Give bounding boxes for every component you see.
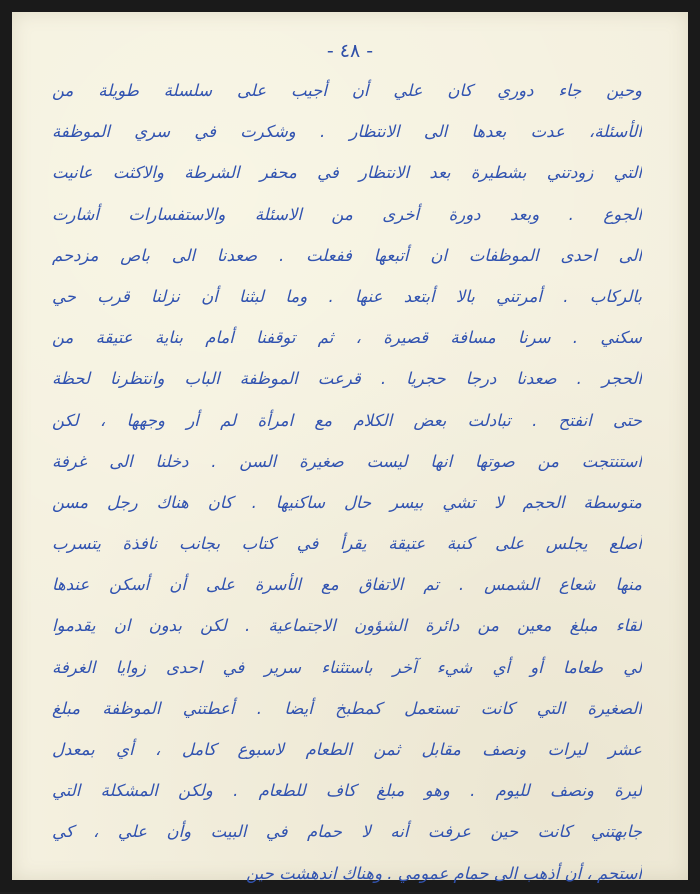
handwritten-text-body [52, 70, 642, 894]
handwritten-page [12, 12, 688, 883]
text-line-9: حتى انفتح . تبادلت بعض الكلام مع امرأة لم أر وجهها ، لكن [52, 410, 642, 430]
text-line-5: الى احدى الموظفات ان أتبعها ففعلت . صعدنا الى باص مزدحم [52, 245, 642, 265]
text-line-16: الصغيرة التي كانت تستعمل كمطبخ أيضا . أعطتني الموظفة مبلغ [52, 698, 642, 718]
text-line-4: الجوع . وبعد دورة أخرى من الاسئلة والاستفسارات أشارت [52, 204, 642, 224]
text-line-18: ليرة ونصف لليوم . وهو مبلغ كاف للطعام . ولكن المشكلة التي [52, 781, 642, 801]
text-line-8: الحجر . صعدنا درجا حجريا . قرعت الموظفة الباب وانتظرنا لحظة [52, 369, 642, 389]
text-line-12: أصلع يجلس على كنبة عتيقة يقرأ في كتاب بجانب نافذة يتسرب [52, 534, 642, 554]
text-line-19: جابهتني كانت حين عرفت أنه لا حمام في البيت وأن علي ، كي [52, 822, 642, 842]
text-line-6: بالركاب . أمرتني بالا أبتعد عنها . وما لبثنا أن نزلنا قرب حي [52, 286, 642, 306]
text-line-13: منها شعاع الشمس . تم الاتفاق مع الأسرة على أن أسكن عندها [52, 575, 642, 595]
text-line-3: التي زودتني بشطيرة بعد الانتظار في محفر الشرطة والاكثت عانيت [52, 163, 642, 183]
text-line-10: استنتجت من صوتها انها ليست صغيرة السن . دخلنا الى غرفة [52, 451, 642, 471]
text-line-11: متوسطة الحجم لا تشي بيسر حال ساكنيها . كان هناك رجل مسن [52, 492, 642, 512]
text-line-20: أستحم ، أن أذهب الى حمام عمومي . وهناك اندهشت حين [246, 863, 642, 883]
page-number: - ٤٨ - [326, 40, 374, 62]
text-line-17: عشر ليرات ونصف مقابل ثمن الطعام لاسبوع كامل ، أي بمعدل [52, 740, 642, 759]
text-line-15: لي طعاما أو أي شيء آخر باستثناء سرير في احدى زوايا الغرفة [52, 657, 642, 677]
text-line-7: سكني . سرنا مسافة قصيرة ، ثم توقفنا أمام بناية عتيقة من [52, 328, 642, 348]
text-line-1: وحين جاء دوري كان علي أن أجيب على سلسلة طويلة من [52, 81, 642, 100]
text-line-14: لقاء مبلغ معين من دائرة الشؤون الاجتماعية . لكن بدون ان يقدموا [52, 616, 642, 636]
text-line-2: الأسئلة، عدت بعدها الى الانتظار . وشكرت في سري الموظفة [52, 122, 642, 142]
